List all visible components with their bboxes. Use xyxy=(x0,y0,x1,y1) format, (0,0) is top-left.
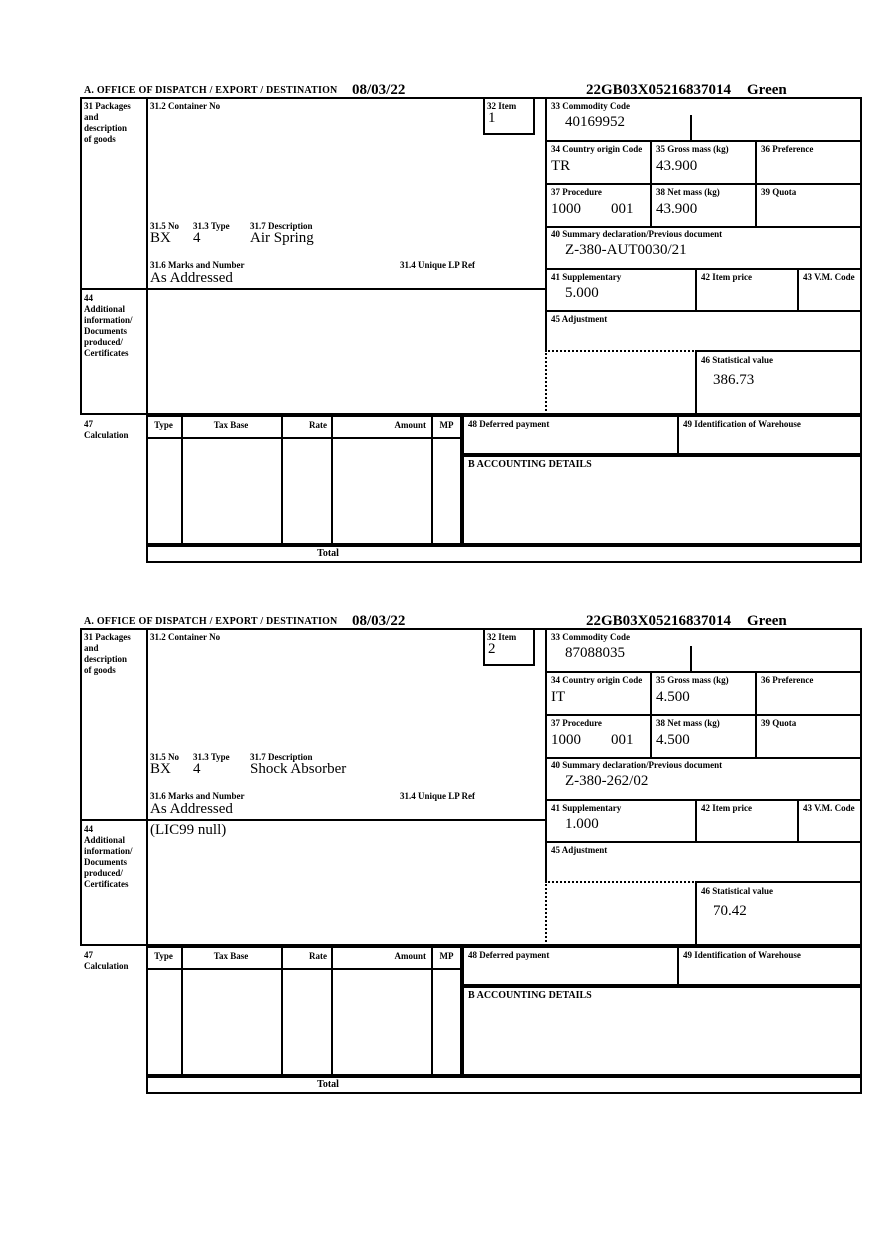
movement-reference xyxy=(586,613,787,629)
supplementary-value: 1.000 xyxy=(565,816,599,832)
divider xyxy=(677,946,679,986)
box34-origin-label: 34 Country origin Code xyxy=(551,144,643,154)
divider xyxy=(695,350,862,352)
box43-vm-code-label: 43 V.M. Code xyxy=(803,272,855,282)
statistical-value: 386.73 xyxy=(713,372,755,388)
divider xyxy=(545,799,862,801)
box43-vm-code-label: 43 V.M. Code xyxy=(803,803,855,813)
country-origin-value: TR xyxy=(551,158,571,174)
box41-supplementary-label: 41 Supplementary xyxy=(551,272,622,282)
mrn-value: 22GB03X05216837014 xyxy=(586,613,732,629)
col-rate-header: Rate xyxy=(309,420,327,430)
box31-2-container-label: 31.2 Container No xyxy=(150,632,221,642)
box31-6-marks-label: 31.6 Marks and Number xyxy=(150,260,245,270)
box44-additional-info-label: 44 Additional information/ Documents produced/ Certificates xyxy=(84,293,133,358)
box31-2-container-label: 31.2 Container No xyxy=(150,101,221,111)
net-mass-value: 43.900 xyxy=(656,201,698,217)
goods-description-value: Air Spring xyxy=(250,230,314,246)
divider xyxy=(695,350,697,415)
divider xyxy=(545,226,862,228)
box31-5-no-label: 31.5 No xyxy=(150,221,179,231)
box37-procedure-label: 37 Procedure xyxy=(551,187,602,197)
box31-4-lp-ref-label: 31.4 Unique LP Ref xyxy=(400,791,476,801)
procedure-value: 1000 xyxy=(551,201,581,217)
box35-gross-mass-label: 35 Gross mass (kg) xyxy=(656,675,729,685)
divider xyxy=(797,268,799,310)
accounting-details-label: B ACCOUNTING DETAILS xyxy=(468,459,592,470)
divider xyxy=(545,841,862,843)
col-mp-header: MP xyxy=(439,951,454,961)
divider xyxy=(545,714,862,716)
divider xyxy=(695,881,862,883)
movement-reference xyxy=(586,82,787,98)
divider xyxy=(695,268,697,310)
box40-summary-label: 40 Summary declaration/Previous document xyxy=(551,229,723,239)
box31-4-lp-ref-label: 31.4 Unique LP Ref xyxy=(400,260,476,270)
box31-5-no-label: 31.5 No xyxy=(150,752,179,762)
divider xyxy=(181,415,183,545)
box44-additional-info-label: 44 Additional information/ Documents produced/ Certificates xyxy=(84,824,133,889)
divider xyxy=(695,881,697,946)
total-label: Total xyxy=(317,548,339,559)
commodity-code-divider xyxy=(690,646,692,671)
commodity-code-divider xyxy=(690,115,692,140)
divider xyxy=(281,415,283,545)
divider xyxy=(80,819,547,821)
route-indicator: Green xyxy=(747,613,787,629)
divider xyxy=(755,140,757,226)
box31-packages-label: 31 Packages and description of goods xyxy=(84,101,131,144)
box41-supplementary-label: 41 Supplementary xyxy=(551,803,622,813)
box36-preference-label: 36 Preference xyxy=(761,675,814,685)
divider xyxy=(281,946,283,1076)
box31-7-description-label: 31.7 Description xyxy=(250,752,313,762)
additional-info-value: (LIC99 null) xyxy=(150,822,227,838)
col-amount-header: Amount xyxy=(394,951,426,961)
box48-deferred-label: 48 Deferred payment xyxy=(468,419,550,429)
divider xyxy=(650,140,652,226)
col-type-header: Type xyxy=(154,951,173,961)
box42-item-price-label: 42 Item price xyxy=(701,803,752,813)
box38-net-mass-label: 38 Net mass (kg) xyxy=(656,718,720,728)
supplementary-value: 5.000 xyxy=(565,285,599,301)
item-number-value: 2 xyxy=(488,641,496,657)
divider xyxy=(545,757,862,759)
divider xyxy=(545,183,862,185)
box31-3-type-label: 31.3 Type xyxy=(193,752,230,762)
divider xyxy=(545,140,862,142)
box32-item-label: 32 Item xyxy=(487,632,517,642)
summary-declaration-value: Z-380-AUT0030/21 xyxy=(565,242,687,258)
box35-gross-mass-label: 35 Gross mass (kg) xyxy=(656,144,729,154)
divider xyxy=(545,628,547,883)
declaration-item-block-1 xyxy=(80,82,862,563)
statistical-value: 70.42 xyxy=(713,903,747,919)
package-type-value: 4 xyxy=(193,761,201,777)
box46-statistical-label: 46 Statistical value xyxy=(701,886,773,896)
divider xyxy=(545,671,862,673)
dispatch-date-value: 08/03/22 xyxy=(352,613,406,629)
box45-adjustment-label: 45 Adjustment xyxy=(551,845,608,855)
mrn-value: 22GB03X05216837014 xyxy=(586,82,732,98)
box47-calculation-label: 47 Calculation xyxy=(84,950,129,971)
box36-preference-label: 36 Preference xyxy=(761,144,814,154)
box45-adjustment-label: 45 Adjustment xyxy=(551,314,608,324)
box48-deferred-label: 48 Deferred payment xyxy=(468,950,550,960)
divider xyxy=(331,415,333,545)
goods-description-value: Shock Absorber xyxy=(250,761,347,777)
gross-mass-value: 43.900 xyxy=(656,158,698,174)
procedure-value: 1000 xyxy=(551,732,581,748)
gross-mass-value: 4.500 xyxy=(656,689,690,705)
box33-commodity-label: 33 Commodity Code xyxy=(551,101,630,111)
box33-commodity-label: 33 Commodity Code xyxy=(551,632,630,642)
divider xyxy=(80,288,547,290)
box46-statistical-label: 46 Statistical value xyxy=(701,355,773,365)
col-tax-base-header: Tax Base xyxy=(213,420,249,430)
divider xyxy=(431,415,433,545)
divider xyxy=(146,97,148,415)
divider xyxy=(545,97,547,352)
col-amount-header: Amount xyxy=(394,420,426,430)
dotted-divider xyxy=(545,350,697,352)
item-number-value: 1 xyxy=(488,110,496,126)
calculation-table xyxy=(146,415,462,545)
divider xyxy=(146,968,462,970)
box31-3-type-label: 31.3 Type xyxy=(193,221,230,231)
divider xyxy=(331,946,333,1076)
procedure-code-value: 001 xyxy=(611,732,634,748)
office-of-dispatch-label: A. OFFICE OF DISPATCH / EXPORT / DESTINATION xyxy=(84,616,338,627)
dispatch-date-value: 08/03/22 xyxy=(352,82,406,98)
divider xyxy=(797,799,799,841)
dotted-divider xyxy=(545,881,547,946)
box31-6-marks-label: 31.6 Marks and Number xyxy=(150,791,245,801)
divider xyxy=(650,671,652,757)
net-mass-value: 4.500 xyxy=(656,732,690,748)
box39-quota-label: 39 Quota xyxy=(761,718,797,728)
box42-item-price-label: 42 Item price xyxy=(701,272,752,282)
summary-declaration-value: Z-380-262/02 xyxy=(565,773,649,789)
procedure-code-value: 001 xyxy=(611,201,634,217)
divider xyxy=(181,946,183,1076)
route-indicator: Green xyxy=(747,82,787,98)
item-outer-box xyxy=(80,97,862,415)
divider xyxy=(146,628,148,946)
box47-calculation-label: 47 Calculation xyxy=(84,419,129,440)
commodity-code-value: 87088035 xyxy=(565,645,625,661)
box49-warehouse-label: 49 Identification of Warehouse xyxy=(683,419,801,429)
box34-origin-label: 34 Country origin Code xyxy=(551,675,643,685)
commodity-code-value: 40169952 xyxy=(565,114,625,130)
box31-packages-label: 31 Packages and description of goods xyxy=(84,632,131,675)
col-type-header: Type xyxy=(154,420,173,430)
marks-value: As Addressed xyxy=(150,801,233,817)
country-origin-value: IT xyxy=(551,689,566,705)
divider xyxy=(755,671,757,757)
col-rate-header: Rate xyxy=(309,951,327,961)
marks-value: As Addressed xyxy=(150,270,233,286)
calculation-table xyxy=(146,946,462,1076)
accounting-details-label: B ACCOUNTING DETAILS xyxy=(468,990,592,1001)
divider xyxy=(431,946,433,1076)
col-mp-header: MP xyxy=(439,420,454,430)
divider xyxy=(545,310,862,312)
box37-procedure-label: 37 Procedure xyxy=(551,718,602,728)
item-outer-box xyxy=(80,628,862,946)
box31-7-description-label: 31.7 Description xyxy=(250,221,313,231)
dotted-divider xyxy=(545,881,697,883)
box32-item-label: 32 Item xyxy=(487,101,517,111)
box38-net-mass-label: 38 Net mass (kg) xyxy=(656,187,720,197)
box49-warehouse-label: 49 Identification of Warehouse xyxy=(683,950,801,960)
office-of-dispatch-label: A. OFFICE OF DISPATCH / EXPORT / DESTINATION xyxy=(84,85,338,96)
declaration-item-block-2 xyxy=(80,613,862,1094)
total-label: Total xyxy=(317,1079,339,1090)
package-type-value: 4 xyxy=(193,230,201,246)
dotted-divider xyxy=(545,350,547,415)
box40-summary-label: 40 Summary declaration/Previous document xyxy=(551,760,723,770)
box39-quota-label: 39 Quota xyxy=(761,187,797,197)
col-tax-base-header: Tax Base xyxy=(213,951,249,961)
divider xyxy=(695,799,697,841)
divider xyxy=(545,268,862,270)
divider xyxy=(677,415,679,455)
divider xyxy=(146,437,462,439)
package-no-value: BX xyxy=(150,761,171,777)
package-no-value: BX xyxy=(150,230,171,246)
